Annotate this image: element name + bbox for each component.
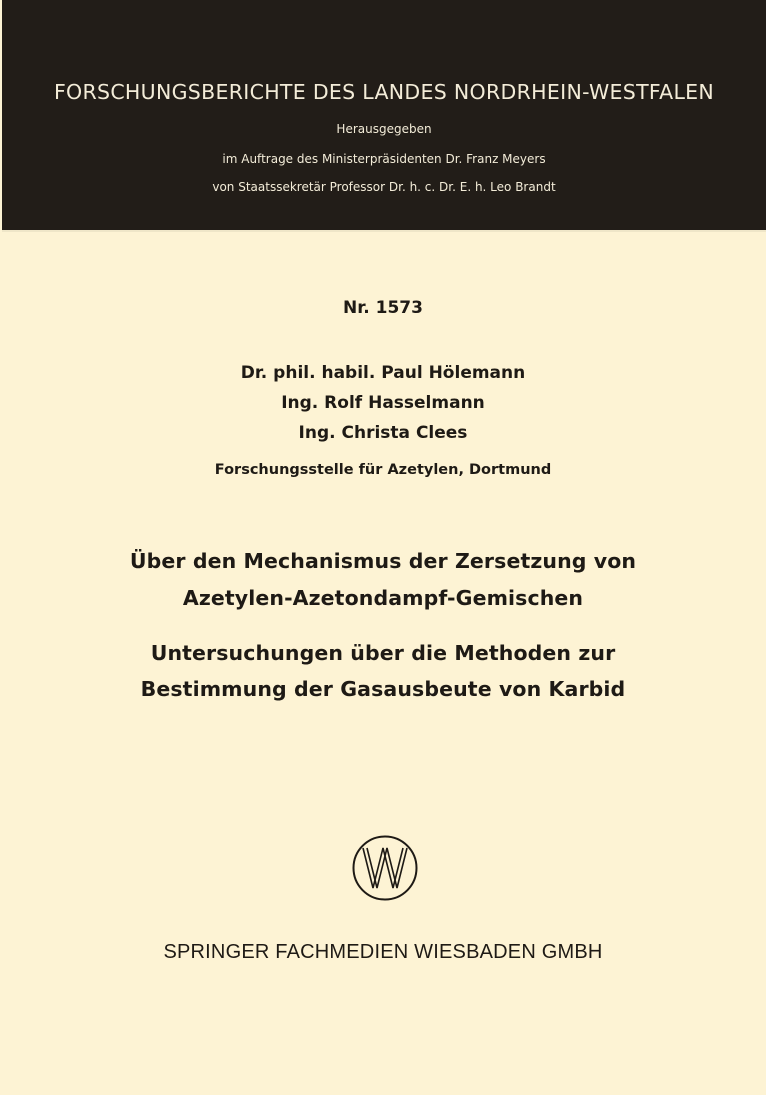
- title-line-4: Bestimmung der Gasausbeute von Karbid: [140, 677, 626, 701]
- header-band: [2, 0, 766, 232]
- author-1: Dr. phil. habil. Paul Hölemann: [240, 363, 526, 383]
- author-3: Ing. Christa Clees: [298, 423, 468, 443]
- editor-line-3: von Staatssekretär Professor Dr. h. c. Dr. E. h. Leo Brandt: [212, 180, 556, 194]
- publisher-logo-icon: [351, 834, 419, 902]
- series-title: FORSCHUNGSBERICHTE DES LANDES NORDRHEIN-WESTFALEN: [53, 80, 715, 104]
- publisher-name: SPRINGER FACHMEDIEN WIESBADEN GMBH: [163, 941, 603, 963]
- author-2: Ing. Rolf Hasselmann: [281, 393, 485, 413]
- editor-line-1: Herausgegeben: [336, 122, 432, 136]
- title-line-2: Azetylen-Azetondampf-Gemischen: [182, 586, 584, 610]
- editor-line-2: im Auftrage des Ministerpräsidenten Dr. Franz Meyers: [222, 152, 546, 166]
- report-number: Nr. 1573: [343, 298, 423, 318]
- institution: Forschungsstelle für Azetylen, Dortmund: [214, 462, 552, 478]
- title-line-3: Untersuchungen über die Methoden zur: [150, 641, 616, 665]
- title-line-1: Über den Mechanismus der Zersetzung von: [129, 549, 637, 573]
